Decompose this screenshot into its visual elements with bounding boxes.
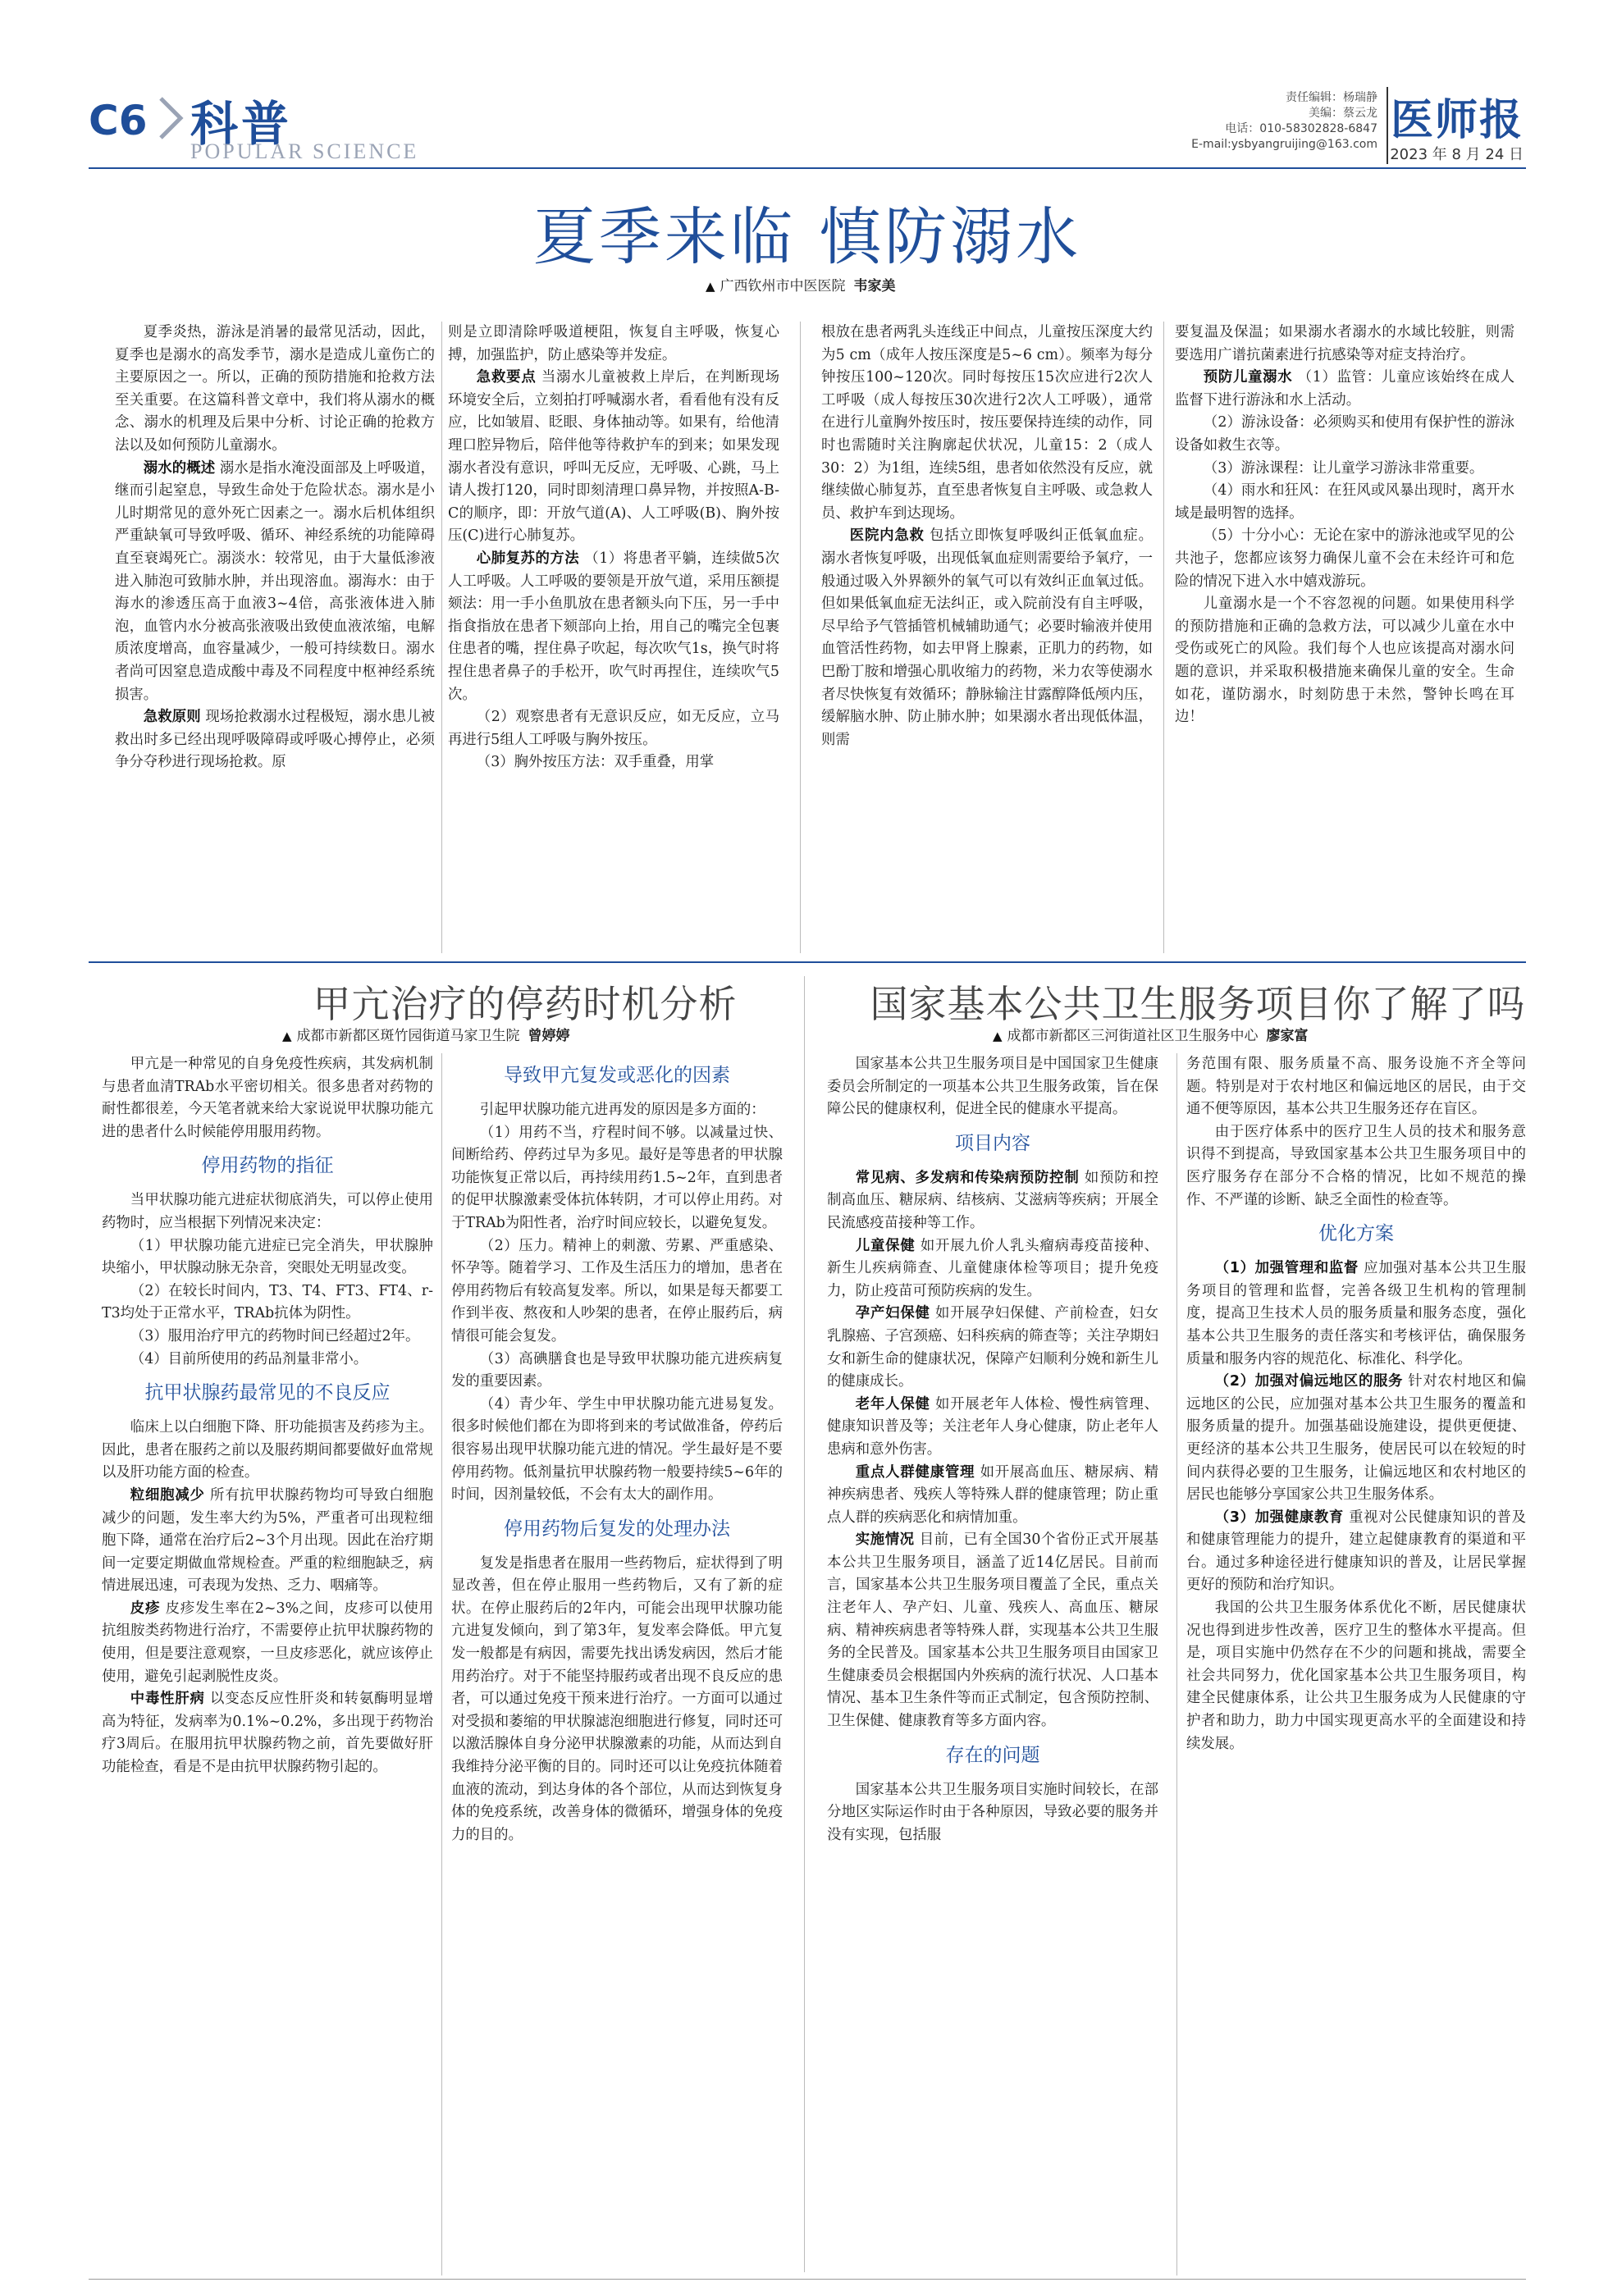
article-1-column-2 [448, 322, 779, 953]
paragraph-text: （4）青少年、学生中甲状腺功能亢进易复发。很多时候他们都在为即将到来的考试做准备，停药后很容易出现甲状腺功能亢进的情况。学生最好是不要停用药物。低剂量抗甲状腺药物一般要持续5~6年的时间，因剂量较低，不会有太大的副作用。 [451, 1395, 783, 1504]
paragraph-keyword: 溺水的概述 [143, 459, 216, 477]
paragraph [827, 1529, 1158, 1732]
paragraph [1175, 525, 1514, 593]
paragraph [1186, 1371, 1526, 1507]
paragraph-text: 则是立即清除呼吸道梗阻，恢复自主呼吸，恢复心搏，加强监护，防止感染等并发症。 [448, 324, 779, 363]
paragraph [102, 1189, 433, 1235]
paragraph [451, 1099, 783, 1122]
paragraph [451, 1235, 783, 1349]
paragraph-text: 溺水是指水淹没面部及上呼吸道，继而引起窒息，导致生命处于危险状态。溺水是小儿时期常见的意外死亡因素之一。溺水后机体组织严重缺氧可导致呼吸、循环、神经系统的功能障碍直至衰竭死亡。溺淡水：较常见，由于大量低渗液进入肺泡可致肺水肿，并出现溶血。溺海水：由于海水的渗透压高于血液3~4倍，高张液体进入肺泡，血管内水分被高张液吸出致使血液浓缩，电解质浓度增高，血容量减少，一般可持续数日。溺水者尚可因窒息造成酸中毒及不同程度中枢神经系统损害。 [115, 459, 435, 703]
paragraph [451, 1122, 783, 1235]
paragraph [827, 1053, 1158, 1121]
paragraph [448, 706, 779, 751]
paragraph [448, 548, 779, 706]
subheading: 导致甲亢复发或恶化的因素 [504, 1065, 730, 1086]
paragraph-text: （2）压力。精神上的刺激、劳累、严重感染、怀孕等。随着学习、工作及生活压力的增加，患者在停用药物后有较高复发率。所以，如果是每天都要工作到半夜、熬夜和人吵架的患者，在停止服药后，病情很可能会复发。 [451, 1237, 783, 1344]
paragraph [827, 1303, 1158, 1393]
paragraph [821, 322, 1153, 525]
paragraph-text: 以变态反应性肝炎和转氨酶明显增高为特征，发病率为0.1%~0.2%，多出现于药物治疗3周后。在服用抗甲状腺药物之前，首先要做好肝功能检查，看是不是由抗甲状腺药物引起的。 [102, 1691, 433, 1776]
paragraph [1175, 412, 1514, 457]
paragraph [1175, 458, 1514, 481]
paragraph-text: （2）观察患者有无意识反应，如无反应，立马再进行5组人工呼吸与胸外按压。 [448, 709, 779, 748]
masthead-divider [1387, 87, 1388, 164]
issue-date: 2023 年 8 月 24 日 [1390, 146, 1524, 163]
paragraph [451, 1349, 783, 1394]
paragraph-text: 我国的公共卫生服务体系优化不断，居民健康状况也得到进步性改善，医疗卫生的整体水平提高。但是，项目实施中仍然存在不少的问题和挑战，需要全社会共同努力，优化国家基本公共卫生服务项目，构建全民健康体系，让公共卫生服务成为人民健康的守护者和助力，助力中国实现更高水平的全面建设和持续发展。 [1186, 1600, 1526, 1752]
paragraph-text: （4）目前所使用的药品剂量非常小。 [130, 1350, 368, 1367]
article-1-column-4 [1175, 322, 1514, 953]
paragraph-keyword: 预防儿童溺水 [1203, 369, 1293, 386]
article-1-column-1 [115, 322, 435, 953]
paragraph [448, 367, 779, 548]
paragraph-text: 如开展高血压、糖尿病、精神疾病患者、残疾人等特殊人群的健康管理；防止重点人群的疾病恶化和病情加重。 [827, 1463, 1158, 1526]
paragraph-keyword: 孕产妇保健 [855, 1305, 930, 1322]
paragraph [102, 1485, 433, 1598]
paragraph [102, 1326, 433, 1349]
paragraph-text: 甲亢是一种常见的自身免疫性疾病，其发病机制与患者血清TRAb水平密切相关。很多患者对药物的耐性都很差，今天笔者就来给大家说说甲状腺功能亢进的患者什么时候能停用服用药物。 [102, 1056, 433, 1140]
paragraph-text: 皮疹发生率在2~3%之间，皮疹可以使用抗组胺类药物进行治疗，不需要停止抗甲状腺药物的使用，但是要注意观察，一旦皮疹恶化，就应该停止使用，避免引起剥脱性皮炎。 [102, 1600, 433, 1685]
column-rule [441, 1053, 442, 2275]
author-org: 成都市新都区斑竹园街道马家卫生院 [296, 1028, 520, 1044]
article-2-byline [282, 1024, 570, 1044]
page-number: C6 [89, 97, 148, 144]
article-1-byline [706, 274, 896, 294]
paragraph [451, 1553, 783, 1847]
paragraph-text: 要复温及保温；如果溺水者溺水的水域比较脏，则需要选用广谱抗菌素进行抗感染等对症支持治疗。 [1175, 324, 1514, 363]
subheading: 抗甲状腺药最常见的不良反应 [144, 1382, 391, 1404]
editorial-info [1115, 90, 1377, 153]
paragraph [827, 1779, 1158, 1847]
subheading: 优化方案 [1318, 1223, 1394, 1245]
paragraph-text: 针对农村地区和偏远地区的公民，应加强对基本公共卫生服务的覆盖和服务质量的提升。加强基础设施建设，提供更便捷、更经济的基本公共卫生服务，使居民可以在较短的时间内获得必要的卫生服务，让偏远地区和农村地区的居民也能够分享国家公共卫生服务体系。 [1186, 1373, 1526, 1504]
subheading: 停用药物后复发的处理办法 [504, 1518, 730, 1540]
paragraph-text: 国家基本公共卫生服务项目实施时间较长，在部分地区实际运作时由于各种原因，导致必要的服务并没有实现，包括服 [827, 1781, 1158, 1843]
paragraph-text: 务范围有限、服务质量不高、服务设施不齐全等问题。特别是对于农村地区和偏远地区的居民，由于交通不便等原因，基本公共卫生服务还存在盲区。 [1186, 1056, 1526, 1118]
article-1-column-3 [821, 322, 1153, 953]
paragraph [1186, 1121, 1526, 1212]
paragraph-text: （3）胸外按压方法：双手重叠，用掌 [476, 754, 715, 771]
paragraph-text: 如开展九价人乳头瘤病毒疫苗接种、新生儿疾病筛查、儿童健康体检等项目；提升免疫力，防止疫苗可预防疾病的发生。 [827, 1237, 1158, 1299]
paragraph-text: 儿童溺水是一个不容忽视的问题。如果使用科学的预防措施和正确的急救方法，可以减少儿童在水中受伤或死亡的风险。我们每个人也应该提高对溺水问题的意识，并采取积极措施来确保儿童的安全。生命如花，谨防溺水，时刻防患于未然，警钟长鸣在耳边！ [1175, 596, 1514, 726]
paragraph [451, 1394, 783, 1507]
author-org: 广西钦州市中医医院 [720, 278, 846, 294]
section-title: 科普 [190, 96, 293, 152]
paragraph [1175, 367, 1514, 412]
paragraph-text: （1）甲状腺功能亢进症已完全消失，甲状腺肿块缩小，甲状腺动脉无杂音，突眼处无明显改变。 [102, 1237, 433, 1277]
paragraph [1175, 322, 1514, 367]
paragraph-text: 复发是指患者在服用一些药物后，症状得到了明显改善，但在停止服用一些药物后，又有了新的症状。在停止服药后的2年内，可能会出现甲状腺功能亢进复发倾向，到了第3年，复发率会降低。甲亢复发一般都是有病因，需要先找出诱发病因，然后才能用药治疗。对于不能坚持服药或者出现不良反应的患者，可以通过免疫干预来进行治疗。一方面可以通过对受损和萎缩的甲状腺滤泡细胞进行修复，同时还可以激活腺体自身分泌甲状腺激素的功能，从而达到自我维持分泌平衡的目的。同时还可以让免疫抗体随着血液的流动，到达身体的各个部位，从而达到恢复身体的免疫系统，改善身体的微循环，增强身体的免疫力的目的。 [451, 1554, 783, 1843]
subheading: 停用药物的指征 [201, 1155, 334, 1177]
paragraph-text: 国家基本公共卫生服务项目是中国国家卫生健康委员会所制定的一项基本公共卫生服务政策，旨在保障公民的健康权利，促进全民的健康水平提高。 [827, 1056, 1158, 1118]
article-1-title: 夏季来临 慎防溺水 [532, 200, 1082, 273]
paragraph-text: 由于医疗体系中的医疗卫生人员的技术和服务意识得不到提高，导致国家基本公共卫生服务项目中的医疗服务存在部分不合格的情况，比如不规范的操作、不严谨的诊断、缺乏全面性的检查等。 [1186, 1123, 1526, 1208]
paragraph-text: 包括立即恢复呼吸纠正低氧血症。溺水者恢复呼吸，出现低氧血症则需要给予氧疗，一般通过吸入外界额外的氧气可以有效纠正血氧过低。但如果低氧血症无法纠正，或入院前没有自主呼吸，尽早给予气管插管机械辅助通气；必要时输液并使用血管活性药物，如去甲肾上腺素，正肌力的药物，如巴酚丁胺和增强心肌收缩力的药物，米力农等使溺水者尽快恢复有效循环；静脉输注甘露醇降低颅内压，缓解脑水肿、防止肺水肿；如果溺水者出现低体温，则需 [821, 527, 1153, 748]
paragraph-keyword: 中毒性肝病 [130, 1691, 205, 1708]
article-3-column-2 [1186, 1053, 1526, 2275]
paragraph-keyword: 老年人保健 [855, 1395, 930, 1413]
paragraph-keyword: （2）加强对偏远地区的服务 [1214, 1373, 1404, 1390]
article-3-byline [993, 1024, 1309, 1044]
article-divider-rule [804, 976, 805, 2272]
paragraph-text: （2）在较长时间内，T3、T4、FT3、FT4、r-T3均处于正常水平，TRAb抗体为阴性。 [102, 1282, 433, 1322]
triangle-icon: ▲ [282, 1029, 292, 1043]
section-subtitle: POPULAR SCIENCE [190, 139, 419, 163]
paragraph-text: 根放在患者两乳头连线正中间点，儿童按压深度大约为5 cm（成年人按压深度是5~6 cm）。频率为每分钟按压100~120次。同时每按压15次应进行2次人工呼吸（成人每按压30次进行2次人工呼吸），通常在进行儿童胸外按压时，按压要保持连续的动作，同时也需随时关注胸廓起伏状况，儿童15：2（成人30：2）为1组，连续5组，患者如依然没有反应，就继续做心肺复苏，直至患者恢复自主呼吸、或急救人员、救护车到达现场。 [821, 324, 1153, 522]
paragraph [1175, 480, 1514, 525]
paragraph-text: （3）服用治疗甲亢的药物时间已经超过2年。 [130, 1327, 420, 1344]
designer-line: 美编：蔡云龙 [1309, 107, 1377, 120]
paragraph-text: （1）监管：儿童应该始终在成人监督下进行游泳和水上活动。 [1175, 369, 1514, 409]
paragraph [102, 1053, 433, 1143]
footer-rule [89, 2279, 1526, 2280]
subheading: 存在的问题 [945, 1744, 1040, 1766]
editor-line: 责任编辑：杨瑞静 [1286, 91, 1377, 104]
paragraph-text: （4）雨水和狂风：在狂风或风暴出现时，离开水域是最明智的选择。 [1175, 482, 1514, 522]
paragraph-text: （1）将患者平躺，连续做5次人工呼吸。人工呼吸的要领是开放气道，采用压额提颏法：用一手小鱼肌放在患者额头向下压，另一手中指食指放在患者下颏部向上抬，用自己的嘴完全包裹住患者的嘴，捏住鼻子吹起，每次吹气1s，换气时将捏住患者鼻子的手松开，吹气时再捏住，连续吹气5次。 [448, 550, 779, 703]
author-name: 曾婷婷 [528, 1028, 570, 1044]
paragraph-text: 当溺水儿童被救上岸后，在判断现场环境安全后，立刻拍打呼喊溺水者，看看他有没有反应，比如皱眉、眨眼、身体抽动等。如果有，给他清理口腔异物后，陪伴他等待救护车的到来；如果发现溺水者没有意识，呼叫无反应，无呼吸、心跳，马上请人拨打120，同时即刻清理口鼻异物，并按照A-B-C的顺序，即：开放气道(A)、人工呼吸(B)、胸外按压(C)进行心肺复苏。 [448, 369, 779, 545]
article-2-column-2 [451, 1053, 783, 2275]
paragraph-text: 临床上以白细胞下降、肝功能损害及药疹为主。因此，患者在服药之前以及服药期间都要做好血常规以及肝功能方面的检查。 [102, 1419, 433, 1481]
paragraph-keyword: 急救要点 [476, 369, 537, 386]
author-name: 韦家美 [853, 278, 896, 294]
paragraph [1186, 1053, 1526, 1121]
paragraph [1186, 1597, 1526, 1755]
paragraph [827, 1167, 1158, 1235]
paragraph [1186, 1258, 1526, 1371]
paragraph [102, 1598, 433, 1688]
paragraph [102, 1349, 433, 1372]
paragraph [448, 751, 779, 774]
paragraph-keyword: 常见病、多发病和传染病预防控制 [855, 1169, 1080, 1186]
section-divider [89, 961, 1526, 963]
column-rule [1176, 1053, 1177, 2275]
paragraph-text: 引起甲状腺功能亢进再发的原因是多方面的： [479, 1102, 765, 1118]
masthead [0, 0, 1599, 180]
paragraph-keyword: 皮疹 [130, 1600, 161, 1617]
paragraph-keyword: 粒细胞减少 [130, 1486, 205, 1504]
header-rule [89, 167, 1526, 169]
paragraph [102, 1688, 433, 1778]
paragraph-text: 所有抗甲状腺药物均可导致白细胞减少的问题，发生率大约为5%，严重者可出现粒细胞下降，通常在治疗后2~3个月出现。因此在治疗期间一定要定期做血常规检查。严重的粒细胞缺乏，病情进展迅速，可表现为发热、乏力、咽痛等。 [102, 1486, 433, 1595]
paragraph-keyword: 医院内急救 [849, 527, 925, 545]
paragraph-text: 目前，已有全国30个省份正式开展基本公共卫生服务项目，涵盖了近14亿居民。目前而言，国家基本公共卫生服务项目覆盖了全民，重点关注老年人、孕产妇、儿童、残疾人、高血压、糖尿病、精神疾病患者等特殊人群，实现基本公共卫生服务的全民普及。国家基本公共卫生服务项目由国家卫生健康委员会根据国内外疾病的流行状况、人口基本情况、基本卫生条件等而正式制定，包含预防控制、卫生保健、健康教育等多方面内容。 [827, 1531, 1158, 1730]
newspaper-logo: 医师报 [1390, 96, 1524, 145]
paragraph-text: 如预防和控制高血压、糖尿病、结核病、艾滋病等疾病；开展全民流感疫苗接种等工作。 [827, 1169, 1158, 1231]
paragraph-text: 如开展孕妇保健、产前检查，妇女乳腺癌、子宫颈癌、妇科疾病的筛查等；关注孕期妇女和新生命的健康状况，保障产妇顺利分娩和新生儿的健康成长。 [827, 1305, 1158, 1390]
paragraph-text: 应加强对基本公共卫生服务项目的管理和监督，完善各级卫生机构的管理制度，提高卫生技术人员的服务质量和服务态度，强化基本公共卫生服务的责任落实和考核评估，确保服务质量和服务内容的规范化、标准化、科学化。 [1186, 1260, 1526, 1367]
paragraph [115, 322, 435, 458]
paragraph-text: （3）游泳课程：让儿童学习游泳非常重要。 [1203, 459, 1484, 477]
column-rule [441, 322, 442, 953]
paragraph-keyword: （3）加强健康教育 [1214, 1509, 1344, 1526]
paragraph-text: 现场抢救溺水过程极短，溺水患儿被救出时多已经出现呼吸障碍或呼吸心搏停止，必须争分夺秒进行现场抢救。原 [115, 709, 435, 771]
paragraph [821, 525, 1153, 751]
paragraph-text: （2）游泳设备：必须购买和使用有保护性的游泳设备如救生衣等。 [1175, 414, 1514, 454]
paragraph-keyword: 重点人群健康管理 [855, 1463, 975, 1481]
phone-line: 电话：010-58302828-6847 [1225, 122, 1377, 135]
paragraph [827, 1394, 1158, 1462]
paragraph-text: 如开展老年人体检、慢性病管理、健康知识普及等；关注老年人身心健康，防止老年人患病和意外伤害。 [827, 1395, 1158, 1458]
paragraph-text: （5）十分小心：无论在家中的游泳池或罕见的公共池子，您都应该努力确保儿童不会在未经许可和危险的情况下进入水中嬉戏游玩。 [1175, 527, 1514, 590]
author-org: 成都市新都区三河街道社区卫生服务中心 [1007, 1028, 1259, 1044]
article-2-column-1 [102, 1053, 433, 2275]
paragraph [102, 1280, 433, 1326]
paragraph [1186, 1507, 1526, 1597]
paragraph-keyword: 儿童保健 [855, 1237, 916, 1254]
column-rule [1163, 322, 1164, 953]
triangle-icon: ▲ [706, 279, 715, 294]
paragraph-text: （3）高碘膳食也是导致甲状腺功能亢进疾病复发的重要因素。 [451, 1350, 783, 1390]
paragraph [827, 1462, 1158, 1530]
paragraph [827, 1235, 1158, 1303]
paragraph [115, 706, 435, 774]
chevron-right-icon [158, 95, 185, 141]
author-name: 廖家富 [1266, 1028, 1309, 1044]
paragraph-text: （1）用药不当，疗程时间不够。以减量过快、间断给药、停药过早为多见。最好是等患者的甲状腺功能恢复正常以后，再持续用药1.5~2年，直到患者的促甲状腺激素受体抗体转阴，才可以停止用药。对于TRAb为阳性者，治疗时间应较长，以避免复发。 [451, 1124, 783, 1231]
paragraph-text: 重视对公民健康知识的普及和健康管理能力的提升，建立起健康教育的渠道和平台。通过多种途径进行健康知识的普及，让居民掌握更好的预防和治疗知识。 [1186, 1509, 1526, 1594]
paragraph [1175, 593, 1514, 729]
subheading: 项目内容 [955, 1132, 1030, 1154]
paragraph-keyword: （1）加强管理和监督 [1214, 1260, 1359, 1277]
email-line: E-mail:ysbyangruijing@163.com [1191, 138, 1377, 151]
paragraph-text: 夏季炎热，游泳是消暑的最常见活动，因此，夏季也是溺水的高发季节，溺水是造成儿童伤亡的主要原因之一。所以，正确的预防措施和抢救方法至关重要。在这篇科普文章中，我们将从溺水的概念、溺水的机理及后果中分析、讨论正确的抢救方法以及如何预防儿童溺水。 [115, 324, 435, 454]
paragraph [102, 1235, 433, 1280]
paragraph-keyword: 急救原则 [143, 709, 201, 726]
article-3-title: 国家基本公共卫生服务项目你了解了吗 [870, 982, 1526, 1026]
triangle-icon: ▲ [993, 1029, 1003, 1043]
paragraph [102, 1417, 433, 1485]
paragraph [115, 458, 435, 707]
article-2-title: 甲亢治疗的停药时机分析 [313, 982, 738, 1026]
article-3-column-1 [827, 1053, 1158, 2275]
paragraph-keyword: 实施情况 [855, 1531, 915, 1549]
paragraph-keyword: 心肺复苏的方法 [476, 550, 580, 567]
paragraph-text: 当甲状腺功能亢进症状彻底消失，可以停止使用药物时，应当根据下列情况来决定： [102, 1192, 433, 1231]
column-rule [800, 322, 801, 953]
paragraph [448, 322, 779, 367]
